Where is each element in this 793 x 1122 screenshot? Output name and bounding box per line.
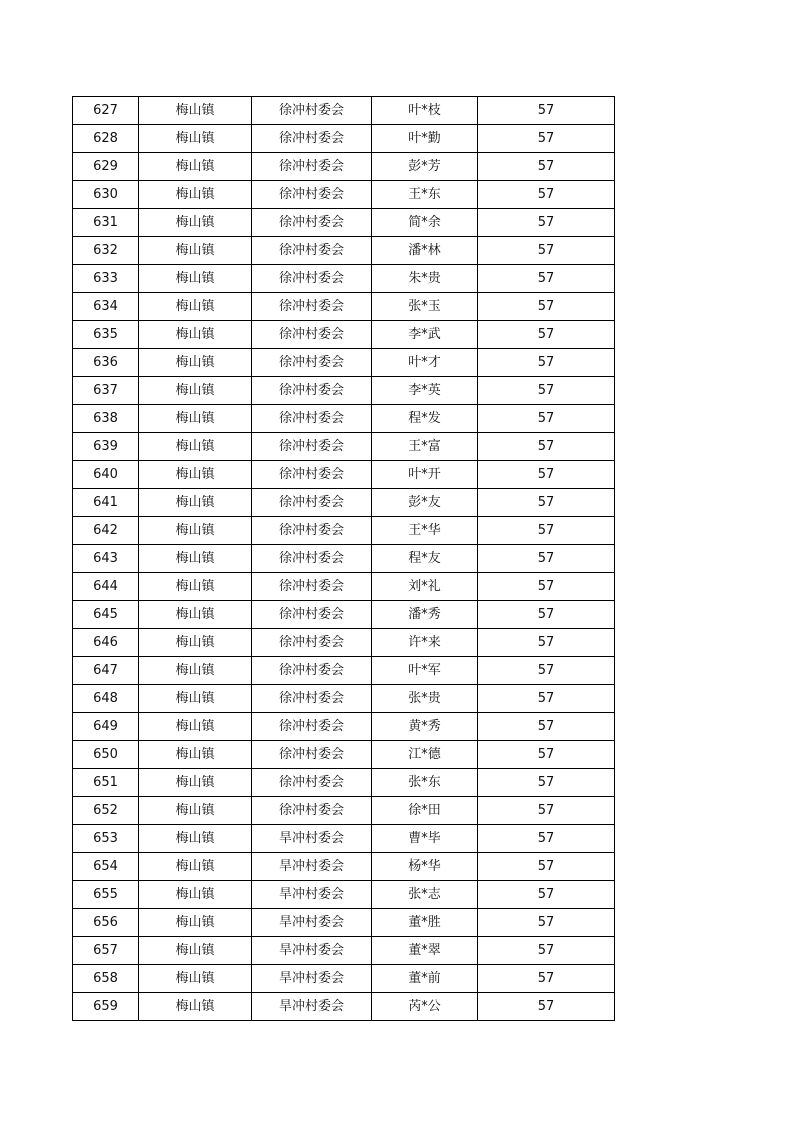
table-row — [73, 937, 615, 965]
amount-cell: 57 — [478, 545, 615, 573]
table-row — [73, 797, 615, 825]
row-number-cell: 647 — [73, 657, 139, 685]
town-cell: 梅山镇 — [139, 209, 252, 237]
table-row — [73, 405, 615, 433]
table-row — [73, 265, 615, 293]
town-cell: 梅山镇 — [139, 881, 252, 909]
village-committee-cell: 徐冲村委会 — [252, 769, 372, 797]
row-number-cell: 632 — [73, 237, 139, 265]
name-cell: 王*东 — [372, 181, 478, 209]
village-committee-cell: 徐冲村委会 — [252, 741, 372, 769]
town-cell: 梅山镇 — [139, 293, 252, 321]
row-number-cell: 638 — [73, 405, 139, 433]
amount-cell: 57 — [478, 797, 615, 825]
amount-cell: 57 — [478, 181, 615, 209]
village-committee-cell: 徐冲村委会 — [252, 545, 372, 573]
town-cell: 梅山镇 — [139, 153, 252, 181]
town-cell: 梅山镇 — [139, 517, 252, 545]
amount-cell: 57 — [478, 601, 615, 629]
row-number-cell: 652 — [73, 797, 139, 825]
village-committee-cell: 徐冲村委会 — [252, 293, 372, 321]
row-number-cell: 654 — [73, 853, 139, 881]
town-cell: 梅山镇 — [139, 629, 252, 657]
amount-cell: 57 — [478, 321, 615, 349]
amount-cell: 57 — [478, 489, 615, 517]
amount-cell: 57 — [478, 349, 615, 377]
amount-cell: 57 — [478, 293, 615, 321]
village-committee-cell: 旱冲村委会 — [252, 909, 372, 937]
village-committee-cell: 徐冲村委会 — [252, 601, 372, 629]
name-cell: 朱*贵 — [372, 265, 478, 293]
row-number-cell: 651 — [73, 769, 139, 797]
amount-cell: 57 — [478, 461, 615, 489]
amount-cell: 57 — [478, 405, 615, 433]
name-cell: 叶*开 — [372, 461, 478, 489]
table-row — [73, 153, 615, 181]
village-committee-cell: 徐冲村委会 — [252, 125, 372, 153]
town-cell: 梅山镇 — [139, 965, 252, 993]
table-row — [73, 685, 615, 713]
town-cell: 梅山镇 — [139, 853, 252, 881]
amount-cell: 57 — [478, 685, 615, 713]
row-number-cell: 649 — [73, 713, 139, 741]
row-number-cell: 627 — [73, 97, 139, 125]
table-row — [73, 825, 615, 853]
name-cell: 张*东 — [372, 769, 478, 797]
village-committee-cell: 徐冲村委会 — [252, 461, 372, 489]
row-number-cell: 636 — [73, 349, 139, 377]
village-committee-cell: 徐冲村委会 — [252, 209, 372, 237]
table-row — [73, 461, 615, 489]
table-row — [73, 125, 615, 153]
village-committee-cell: 徐冲村委会 — [252, 629, 372, 657]
village-committee-cell: 徐冲村委会 — [252, 489, 372, 517]
table-row — [73, 881, 615, 909]
row-number-cell: 642 — [73, 517, 139, 545]
amount-cell: 57 — [478, 741, 615, 769]
name-cell: 程*友 — [372, 545, 478, 573]
village-committee-cell: 旱冲村委会 — [252, 993, 372, 1021]
town-cell: 梅山镇 — [139, 545, 252, 573]
name-cell: 简*余 — [372, 209, 478, 237]
name-cell: 张*志 — [372, 881, 478, 909]
name-cell: 徐*田 — [372, 797, 478, 825]
table-row — [73, 573, 615, 601]
row-number-cell: 650 — [73, 741, 139, 769]
name-cell: 刘*礼 — [372, 573, 478, 601]
amount-cell: 57 — [478, 237, 615, 265]
town-cell: 梅山镇 — [139, 909, 252, 937]
town-cell: 梅山镇 — [139, 349, 252, 377]
amount-cell: 57 — [478, 377, 615, 405]
amount-cell: 57 — [478, 265, 615, 293]
table-row — [73, 517, 615, 545]
roster-table — [72, 96, 615, 1021]
amount-cell: 57 — [478, 517, 615, 545]
row-number-cell: 658 — [73, 965, 139, 993]
town-cell: 梅山镇 — [139, 321, 252, 349]
table-row — [73, 97, 615, 125]
table-row — [73, 713, 615, 741]
village-committee-cell: 徐冲村委会 — [252, 517, 372, 545]
name-cell: 王*华 — [372, 517, 478, 545]
town-cell: 梅山镇 — [139, 741, 252, 769]
name-cell: 潘*秀 — [372, 601, 478, 629]
name-cell: 江*德 — [372, 741, 478, 769]
row-number-cell: 637 — [73, 377, 139, 405]
row-number-cell: 645 — [73, 601, 139, 629]
amount-cell: 57 — [478, 769, 615, 797]
amount-cell: 57 — [478, 937, 615, 965]
village-committee-cell: 徐冲村委会 — [252, 433, 372, 461]
name-cell: 黄*秀 — [372, 713, 478, 741]
table-row — [73, 853, 615, 881]
village-committee-cell: 徐冲村委会 — [252, 321, 372, 349]
town-cell: 梅山镇 — [139, 97, 252, 125]
table-row — [73, 741, 615, 769]
amount-cell: 57 — [478, 993, 615, 1021]
row-number-cell: 648 — [73, 685, 139, 713]
amount-cell: 57 — [478, 909, 615, 937]
row-number-cell: 639 — [73, 433, 139, 461]
row-number-cell: 653 — [73, 825, 139, 853]
row-number-cell: 633 — [73, 265, 139, 293]
row-number-cell: 656 — [73, 909, 139, 937]
row-number-cell: 630 — [73, 181, 139, 209]
town-cell: 梅山镇 — [139, 265, 252, 293]
row-number-cell: 641 — [73, 489, 139, 517]
table-row — [73, 545, 615, 573]
amount-cell: 57 — [478, 881, 615, 909]
name-cell: 许*来 — [372, 629, 478, 657]
village-committee-cell: 徐冲村委会 — [252, 237, 372, 265]
name-cell: 芮*公 — [372, 993, 478, 1021]
village-committee-cell: 旱冲村委会 — [252, 881, 372, 909]
amount-cell: 57 — [478, 853, 615, 881]
name-cell: 李*英 — [372, 377, 478, 405]
town-cell: 梅山镇 — [139, 433, 252, 461]
row-number-cell: 628 — [73, 125, 139, 153]
name-cell: 彭*友 — [372, 489, 478, 517]
village-committee-cell: 徐冲村委会 — [252, 657, 372, 685]
village-committee-cell: 徐冲村委会 — [252, 153, 372, 181]
town-cell: 梅山镇 — [139, 993, 252, 1021]
village-committee-cell: 徐冲村委会 — [252, 377, 372, 405]
row-number-cell: 631 — [73, 209, 139, 237]
village-committee-cell: 徐冲村委会 — [252, 405, 372, 433]
table-row — [73, 321, 615, 349]
amount-cell: 57 — [478, 153, 615, 181]
name-cell: 彭*芳 — [372, 153, 478, 181]
name-cell: 董*翠 — [372, 937, 478, 965]
name-cell: 叶*军 — [372, 657, 478, 685]
name-cell: 叶*勤 — [372, 125, 478, 153]
row-number-cell: 635 — [73, 321, 139, 349]
table-row — [73, 489, 615, 517]
village-committee-cell: 旱冲村委会 — [252, 937, 372, 965]
table-row — [73, 993, 615, 1021]
amount-cell: 57 — [478, 825, 615, 853]
amount-cell: 57 — [478, 657, 615, 685]
table-row — [73, 377, 615, 405]
village-committee-cell: 旱冲村委会 — [252, 853, 372, 881]
row-number-cell: 646 — [73, 629, 139, 657]
amount-cell: 57 — [478, 965, 615, 993]
table-row — [73, 349, 615, 377]
name-cell: 李*武 — [372, 321, 478, 349]
table-row — [73, 769, 615, 797]
table-row — [73, 601, 615, 629]
town-cell: 梅山镇 — [139, 405, 252, 433]
table-row — [73, 909, 615, 937]
row-number-cell: 643 — [73, 545, 139, 573]
name-cell: 曹*毕 — [372, 825, 478, 853]
town-cell: 梅山镇 — [139, 181, 252, 209]
amount-cell: 57 — [478, 209, 615, 237]
row-number-cell: 644 — [73, 573, 139, 601]
amount-cell: 57 — [478, 573, 615, 601]
amount-cell: 57 — [478, 125, 615, 153]
table-row — [73, 965, 615, 993]
town-cell: 梅山镇 — [139, 713, 252, 741]
name-cell: 程*发 — [372, 405, 478, 433]
amount-cell: 57 — [478, 97, 615, 125]
town-cell: 梅山镇 — [139, 125, 252, 153]
town-cell: 梅山镇 — [139, 489, 252, 517]
row-number-cell: 634 — [73, 293, 139, 321]
town-cell: 梅山镇 — [139, 573, 252, 601]
village-committee-cell: 徐冲村委会 — [252, 97, 372, 125]
name-cell: 董*胜 — [372, 909, 478, 937]
village-committee-cell: 徐冲村委会 — [252, 797, 372, 825]
village-committee-cell: 旱冲村委会 — [252, 965, 372, 993]
amount-cell: 57 — [478, 713, 615, 741]
amount-cell: 57 — [478, 433, 615, 461]
row-number-cell: 640 — [73, 461, 139, 489]
name-cell: 董*前 — [372, 965, 478, 993]
table-row — [73, 629, 615, 657]
roster-table-body — [73, 97, 615, 1021]
row-number-cell: 629 — [73, 153, 139, 181]
town-cell: 梅山镇 — [139, 937, 252, 965]
village-committee-cell: 徐冲村委会 — [252, 685, 372, 713]
row-number-cell: 659 — [73, 993, 139, 1021]
table-row — [73, 433, 615, 461]
name-cell: 杨*华 — [372, 853, 478, 881]
village-committee-cell: 徐冲村委会 — [252, 573, 372, 601]
village-committee-cell: 徐冲村委会 — [252, 349, 372, 377]
name-cell: 叶*枝 — [372, 97, 478, 125]
name-cell: 叶*才 — [372, 349, 478, 377]
town-cell: 梅山镇 — [139, 461, 252, 489]
town-cell: 梅山镇 — [139, 601, 252, 629]
row-number-cell: 657 — [73, 937, 139, 965]
village-committee-cell: 徐冲村委会 — [252, 265, 372, 293]
town-cell: 梅山镇 — [139, 657, 252, 685]
name-cell: 张*玉 — [372, 293, 478, 321]
amount-cell: 57 — [478, 629, 615, 657]
town-cell: 梅山镇 — [139, 769, 252, 797]
row-number-cell: 655 — [73, 881, 139, 909]
table-row — [73, 181, 615, 209]
table-row — [73, 237, 615, 265]
town-cell: 梅山镇 — [139, 797, 252, 825]
village-committee-cell: 徐冲村委会 — [252, 713, 372, 741]
town-cell: 梅山镇 — [139, 377, 252, 405]
town-cell: 梅山镇 — [139, 237, 252, 265]
name-cell: 张*贵 — [372, 685, 478, 713]
table-row — [73, 293, 615, 321]
town-cell: 梅山镇 — [139, 685, 252, 713]
name-cell: 潘*林 — [372, 237, 478, 265]
name-cell: 王*富 — [372, 433, 478, 461]
town-cell: 梅山镇 — [139, 825, 252, 853]
table-row — [73, 657, 615, 685]
table-row — [73, 209, 615, 237]
village-committee-cell: 旱冲村委会 — [252, 825, 372, 853]
village-committee-cell: 徐冲村委会 — [252, 181, 372, 209]
